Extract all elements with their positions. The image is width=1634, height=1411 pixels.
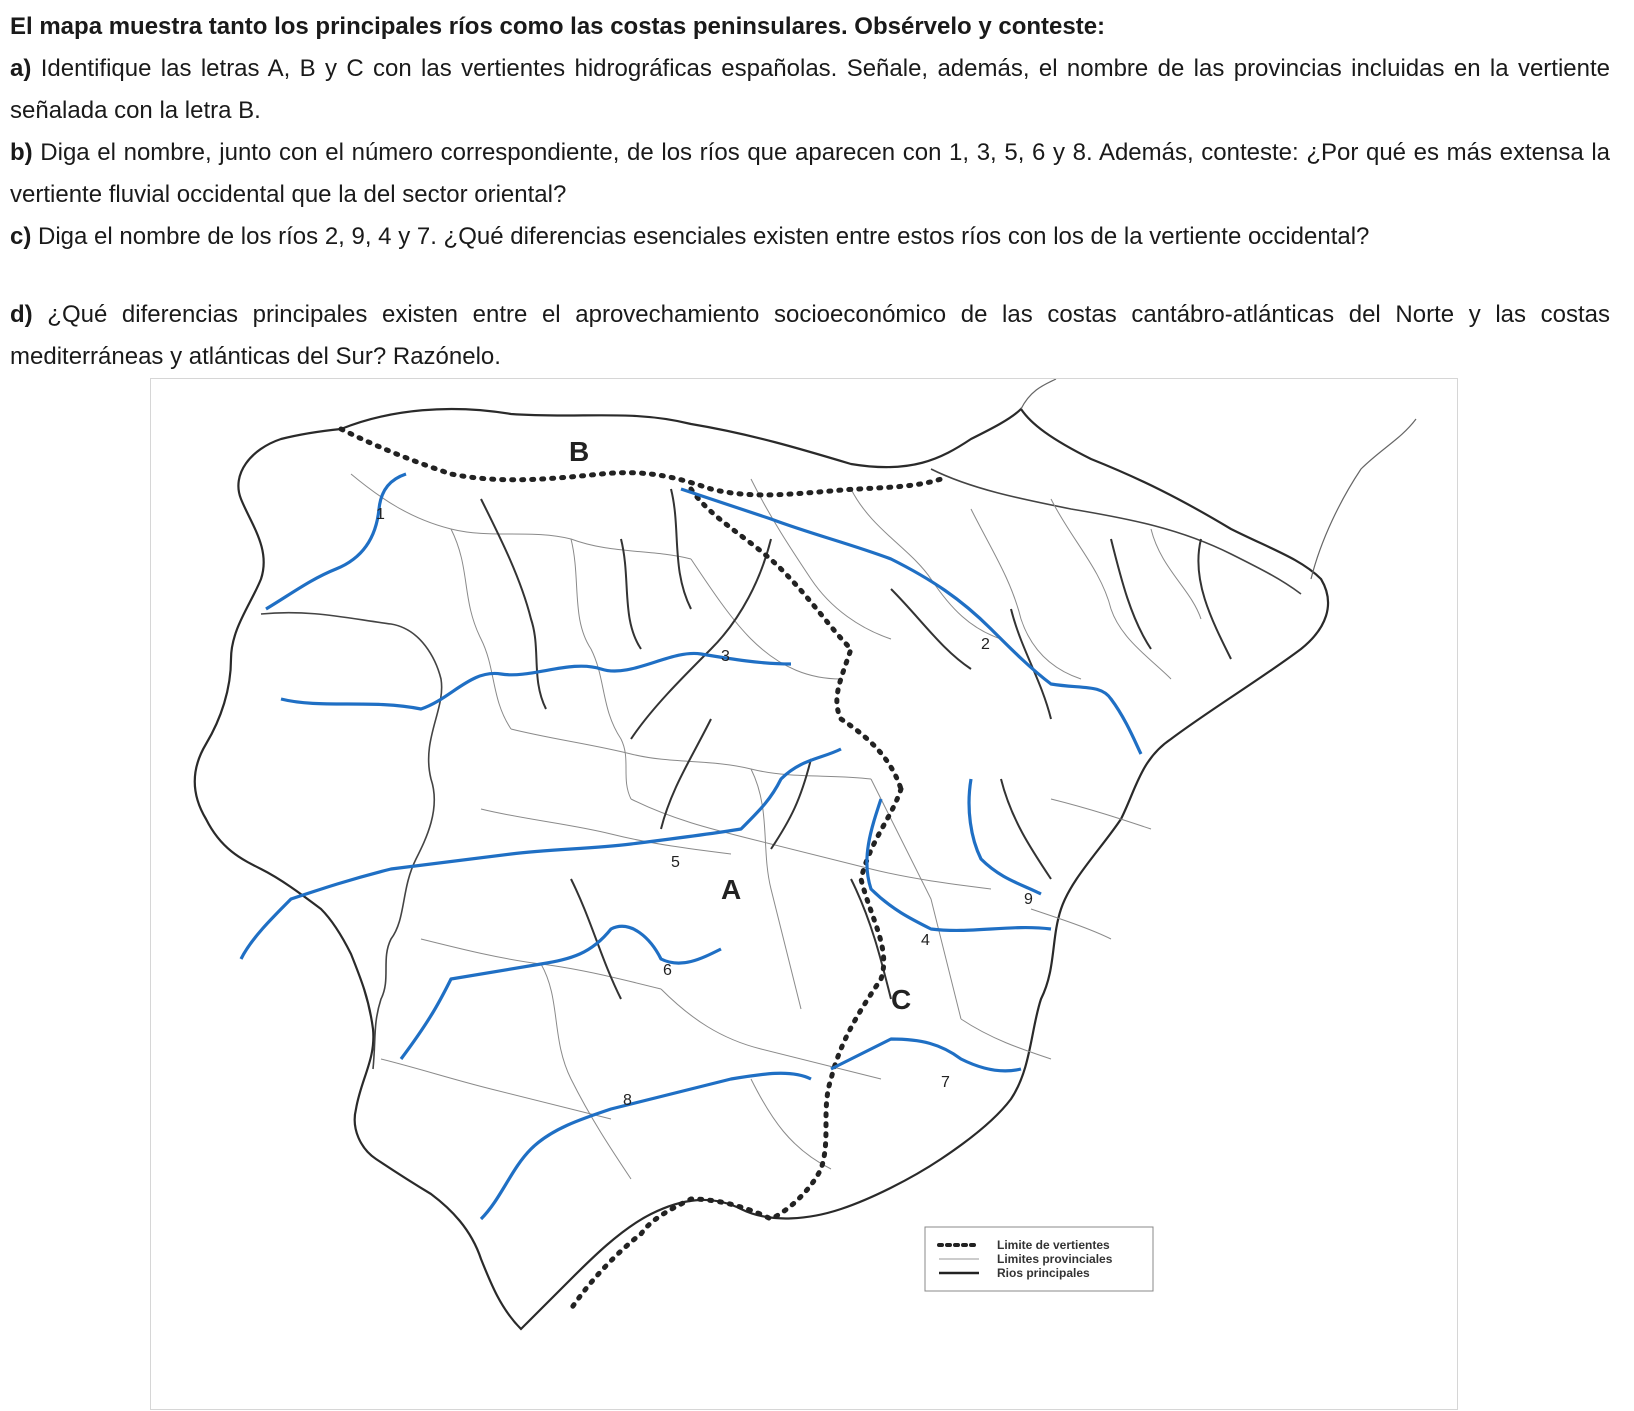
river-8-number: 8: [623, 1092, 632, 1109]
france-border: [931, 469, 1301, 594]
portugal-border: [261, 613, 442, 1069]
river-4: [867, 799, 1051, 930]
legend-divide-label: Limite de vertientes: [997, 1238, 1110, 1252]
question-title: El mapa muestra tanto los principales ríos como las costas peninsulares. Obsérvelo y conteste:: [10, 13, 1106, 40]
region-c-label: C: [891, 984, 912, 1015]
region-b-label: B: [569, 436, 590, 467]
spacer: [10, 258, 1610, 294]
question-a-text: Identifique las letras A, B y C con las vertientes hidrográficas españolas. Señale, además, el nombre de las provincias incluidas en la vertiente señalada con la letra B.: [10, 55, 1610, 124]
france-coast: [1021, 379, 1416, 579]
secondary-rivers: [481, 489, 1231, 999]
question-a-label: a): [10, 55, 32, 82]
watershed-divides: [341, 429, 941, 1309]
river-5: [241, 749, 841, 959]
legend-province-label: Limites provinciales: [997, 1252, 1113, 1266]
river-2-number: 2: [981, 636, 990, 653]
question-b: [10, 132, 1610, 216]
question-d: [10, 294, 1610, 378]
map-legend: [925, 1227, 1153, 1291]
legend-river-label: Rios principales: [997, 1266, 1090, 1280]
question-c-label: c): [10, 223, 32, 250]
river-1-number: 1: [376, 506, 385, 523]
question-d-label: d): [10, 301, 33, 328]
river-8: [481, 1073, 811, 1219]
question-a: [10, 48, 1610, 132]
question-b-label: b): [10, 139, 33, 166]
river-5-number: 5: [671, 854, 680, 871]
question-text: [10, 6, 1610, 378]
river-7-number: 7: [941, 1074, 950, 1091]
river-1: [266, 474, 406, 609]
question-d-text: ¿Qué diferencias principales existen entre el aprovechamiento socioeconómico de las costas cantábro-atlánticas del Norte y las costas mediterráneas y atlánticas del Sur? Razónelo.: [10, 301, 1610, 370]
river-3-number: 3: [721, 648, 730, 665]
map-svg: [151, 379, 1459, 1411]
main-rivers: [241, 474, 1141, 1219]
river-2: [681, 489, 1141, 754]
question-b-text: Diga el nombre, junto con el número correspondiente, de los ríos que aparecen con 1, 3, 5, 6 y 8. Además, conteste: ¿Por qué es más extensa la vertiente fluvial occidental que la del sector oriental?: [10, 139, 1610, 208]
iberia-river-map: [150, 378, 1458, 1410]
question-c-text: Diga el nombre de los ríos 2, 9, 4 y 7. ¿Qué diferencias esenciales existen entre estos ríos con los de la vertiente occidental?: [31, 223, 1370, 250]
question-c: [10, 216, 1610, 258]
river-9: [969, 779, 1041, 894]
river-7: [831, 1039, 1021, 1071]
river-6-number: 6: [663, 962, 672, 979]
river-9-number: 9: [1024, 891, 1033, 908]
region-a-label: A: [721, 874, 742, 905]
river-4-number: 4: [921, 932, 930, 949]
